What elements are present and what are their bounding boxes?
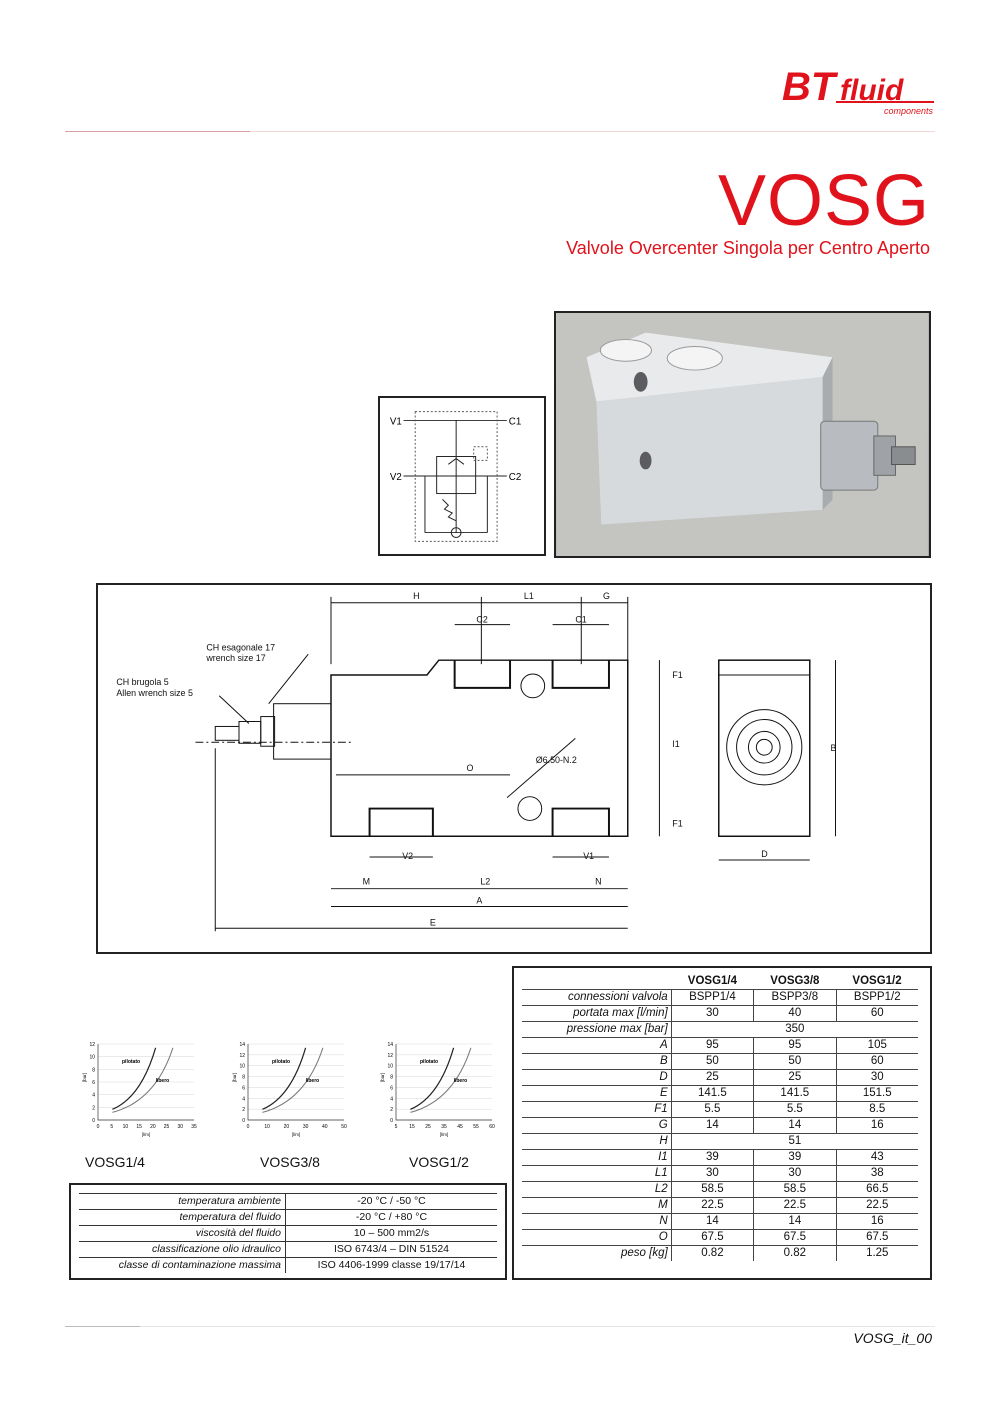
curve-xtick: 55 [473, 1124, 479, 1130]
page-title: VOSG [717, 161, 930, 241]
specs-value: 22.5 [671, 1198, 753, 1214]
curve-axes [396, 1044, 492, 1120]
condition-value: 10 – 500 mm2/s [286, 1226, 498, 1242]
curve-xtick: 35 [441, 1124, 447, 1130]
note-wrench: wrench size 17 [206, 653, 266, 664]
specs-key: N [522, 1214, 671, 1230]
curve-series-libero: libero [155, 1078, 170, 1084]
curve-xtick: 35 [191, 1124, 197, 1130]
specs-value: 43 [836, 1150, 918, 1166]
curve-xtick: 40 [322, 1124, 328, 1130]
curve-pilotato [262, 1048, 305, 1110]
curve-ytick: 4 [390, 1096, 393, 1103]
dim-m: M [362, 876, 371, 887]
specs-value: 16 [836, 1214, 918, 1230]
specs-value: 30 [671, 1006, 753, 1022]
curve-xtick: 10 [122, 1124, 129, 1130]
curve-xtick: 50 [341, 1124, 347, 1130]
specs-row [522, 1230, 918, 1246]
note-allen: Allen wrench size 5 [116, 687, 193, 698]
condition-key: classe di contaminazione massima [79, 1258, 286, 1274]
specs-value: 16 [836, 1118, 918, 1134]
curve-ylabel: [bar] [380, 1072, 385, 1082]
curve-ytick: 14 [387, 1042, 393, 1048]
curve-ytick: 2 [92, 1105, 95, 1112]
curve-xlabel: [l/m] [439, 1132, 449, 1137]
condition-row [79, 1242, 497, 1258]
dim-d: D [761, 849, 768, 860]
curve-label-1: VOSG1/4 [85, 1154, 145, 1170]
curve-ytick: 10 [89, 1054, 95, 1061]
specs-value: 22.5 [836, 1198, 918, 1214]
specs-box [512, 966, 932, 1280]
specs-value: 14 [754, 1118, 836, 1134]
specs-value: 67.5 [671, 1230, 753, 1246]
curve-xtick: 15 [409, 1124, 415, 1130]
dim-c1: C1 [575, 614, 587, 625]
dim-h: H [413, 590, 420, 601]
curve-xtick: 5 [110, 1124, 114, 1130]
curve-xtick: 25 [163, 1124, 170, 1130]
pressure-curves [80, 1040, 500, 1170]
curve-xtick: 45 [457, 1124, 463, 1130]
curve-ylabel: [bar] [82, 1072, 87, 1082]
curve-ytick: 14 [239, 1042, 245, 1048]
specs-row [522, 990, 918, 1006]
curve-label-3: VOSG1/2 [409, 1154, 469, 1170]
specs-value: 5.5 [671, 1102, 753, 1118]
specs-value: 58.5 [754, 1182, 836, 1198]
specs-key: D [522, 1070, 671, 1086]
specs-key: G [522, 1118, 671, 1134]
dim-o: O [466, 762, 474, 773]
specs-value: 60 [836, 1054, 918, 1070]
specs-key: M [522, 1198, 671, 1214]
curve-series-libero: libero [305, 1078, 320, 1084]
specs-value: 38 [836, 1166, 918, 1182]
specs-key: I1 [522, 1150, 671, 1166]
specs-value: 60 [836, 1006, 918, 1022]
port-v1: V1 [389, 416, 402, 428]
footer-rule-accent [65, 1326, 140, 1327]
curve-axes [248, 1044, 344, 1120]
curve-ytick: 0 [242, 1118, 245, 1124]
specs-value: 50 [754, 1054, 836, 1070]
dim-v1: V1 [583, 851, 595, 862]
curve-xtick: 15 [136, 1124, 142, 1130]
specs-value: 141.5 [754, 1086, 836, 1102]
dim-b: B [830, 743, 837, 754]
specs-value: 5.5 [754, 1102, 836, 1118]
condition-row [79, 1258, 497, 1274]
specs-header-blank [522, 974, 671, 990]
operating-conditions-table [79, 1193, 497, 1273]
curve-ytick: 2 [390, 1107, 393, 1114]
specs-value: 67.5 [754, 1230, 836, 1246]
specs-value: 30 [754, 1166, 836, 1182]
dim-c2: C2 [476, 614, 488, 625]
curve-pilotato [112, 1048, 155, 1110]
specs-key: portata max [l/min] [522, 1006, 671, 1022]
logo-bt: BT [782, 65, 836, 109]
condition-key: classificazione olio idraulico [79, 1242, 286, 1258]
specs-value: BSPP1/2 [836, 990, 918, 1006]
dim-f1-bottom: F1 [672, 818, 683, 829]
condition-value: -20 °C / +80 °C [286, 1210, 498, 1226]
condition-key: temperatura del fluido [79, 1210, 286, 1226]
curve-label-2: VOSG3/8 [260, 1154, 320, 1170]
note-ch-hex: CH esagonale 17 [206, 642, 276, 653]
dimension-drawing [96, 583, 932, 954]
specs-row [522, 1214, 918, 1230]
specs-value: BSPP3/8 [754, 990, 836, 1006]
condition-value: -20 °C / -50 °C [286, 1194, 498, 1210]
condition-row [79, 1194, 497, 1210]
specs-value: 39 [671, 1150, 753, 1166]
curve-ytick: 6 [92, 1080, 95, 1086]
curve-xtick: 60 [489, 1124, 495, 1130]
curve-xtick: 30 [302, 1124, 309, 1130]
specs-value: 0.82 [754, 1246, 836, 1262]
condition-row [79, 1226, 497, 1242]
curve-ytick: 8 [390, 1074, 393, 1081]
curve-pilotato [410, 1048, 453, 1110]
dim-e: E [429, 917, 436, 928]
specs-header-model: VOSG1/4 [687, 975, 737, 987]
operating-conditions-box [69, 1183, 507, 1280]
curve-xlabel: [l/m] [141, 1132, 151, 1137]
specs-header-model: VOSG1/2 [852, 975, 902, 987]
dim-f1-top: F1 [672, 669, 683, 680]
page-subtitle: Valvole Overcenter Singola per Centro Aperto [566, 238, 930, 258]
specs-table [522, 974, 918, 1261]
specs-value: 350 [671, 1022, 918, 1038]
specs-row [522, 1134, 918, 1150]
specs-value: 141.5 [671, 1086, 753, 1102]
specs-key: F1 [522, 1102, 671, 1118]
specs-row [522, 1070, 918, 1086]
curve-ylabel: [bar] [232, 1072, 237, 1082]
specs-value: 67.5 [836, 1230, 918, 1246]
specs-key: L2 [522, 1182, 671, 1198]
specs-row [522, 1022, 918, 1038]
specs-value: 25 [671, 1070, 753, 1086]
specs-value: 151.5 [836, 1086, 918, 1102]
specs-row [522, 1038, 918, 1054]
specs-header-model: VOSG3/8 [770, 975, 820, 987]
curve-series-pilotato: pilotato [122, 1059, 141, 1065]
port-c2: C2 [508, 471, 522, 483]
specs-value: 66.5 [836, 1182, 918, 1198]
specs-row [522, 1182, 918, 1198]
specs-key: connessioni valvola [522, 990, 671, 1006]
specs-key: O [522, 1230, 671, 1246]
curve-xtick: 20 [283, 1124, 290, 1130]
curve-xtick: 30 [177, 1124, 184, 1130]
specs-row [522, 1054, 918, 1070]
specs-value: 58.5 [671, 1182, 753, 1198]
specs-key: A [522, 1038, 671, 1054]
header-rule-accent [65, 131, 250, 132]
curve-ytick: 8 [242, 1074, 245, 1081]
curve-ytick: 0 [390, 1118, 393, 1124]
specs-row [522, 1150, 918, 1166]
curve-xlabel: [l/m] [291, 1132, 301, 1137]
specs-row [522, 1006, 918, 1022]
curve-series-pilotato: pilotato [272, 1059, 291, 1065]
curve-xtick: 5 [394, 1124, 398, 1130]
curve-series-pilotato: pilotato [420, 1059, 439, 1065]
specs-value: 95 [671, 1038, 753, 1054]
curve-ytick: 6 [242, 1085, 245, 1092]
specs-key: E [522, 1086, 671, 1102]
dim-n: N [595, 876, 602, 887]
curve-ytick: 10 [387, 1063, 393, 1070]
curve-chart [380, 1042, 495, 1137]
logo-components: components [884, 106, 934, 116]
curve-ytick: 4 [92, 1092, 95, 1099]
specs-value: 14 [754, 1214, 836, 1230]
dim-hole: Ø6.50-N.2 [535, 755, 577, 766]
curve-xtick: 0 [96, 1124, 100, 1130]
specs-value: 0.82 [671, 1246, 753, 1262]
curve-ytick: 2 [242, 1107, 245, 1114]
dim-l1: L1 [523, 590, 534, 601]
curve-chart [232, 1042, 347, 1137]
curve-ytick: 4 [242, 1096, 245, 1103]
condition-key: viscosità del fluido [79, 1226, 286, 1242]
port-c1: C1 [508, 416, 522, 428]
curve-ytick: 12 [89, 1042, 95, 1048]
document-code: VOSG_it_00 [853, 1330, 932, 1346]
specs-value: 50 [671, 1054, 753, 1070]
dim-l2: L2 [480, 876, 491, 887]
curve-xtick: 25 [425, 1124, 431, 1130]
curve-ytick: 0 [92, 1118, 95, 1124]
dim-v2: V2 [402, 851, 414, 862]
specs-value: 22.5 [754, 1198, 836, 1214]
specs-value: 14 [671, 1214, 753, 1230]
specs-value: 105 [836, 1038, 918, 1054]
curve-series-libero: libero [453, 1078, 468, 1084]
specs-value: 40 [754, 1006, 836, 1022]
port-v2: V2 [389, 471, 402, 483]
curve-ytick: 6 [390, 1085, 393, 1092]
specs-row [522, 1198, 918, 1214]
specs-value: 25 [754, 1070, 836, 1086]
condition-value: ISO 6743/4 – DIN 51524 [286, 1242, 498, 1258]
specs-value: 30 [836, 1070, 918, 1086]
curve-xtick: 20 [150, 1124, 156, 1130]
valve-photo [554, 311, 931, 558]
condition-value: ISO 4406-1999 classe 19/17/14 [286, 1258, 498, 1274]
dim-a: A [476, 895, 483, 906]
specs-key: L1 [522, 1166, 671, 1182]
specs-value: 8.5 [836, 1102, 918, 1118]
specs-row [522, 1118, 918, 1134]
specs-key: H [522, 1134, 671, 1150]
btfluid-logo [780, 62, 936, 120]
hydraulic-schematic [378, 396, 546, 556]
curve-ytick: 8 [92, 1067, 95, 1074]
specs-value: 51 [671, 1134, 918, 1150]
note-ch-allen: CH brugola 5 [116, 676, 169, 687]
specs-row [522, 1166, 918, 1182]
specs-row [522, 1102, 918, 1118]
specs-value: 14 [671, 1118, 753, 1134]
curve-ytick: 12 [239, 1052, 245, 1059]
specs-value: 39 [754, 1150, 836, 1166]
specs-value: 95 [754, 1038, 836, 1054]
specs-key: pressione max [bar] [522, 1022, 671, 1038]
specs-row [522, 1086, 918, 1102]
curve-ytick: 10 [239, 1063, 245, 1070]
curve-xtick: 10 [264, 1124, 270, 1130]
dim-g: G [603, 590, 610, 601]
curve-xtick: 0 [246, 1124, 250, 1130]
condition-key: temperatura ambiente [79, 1194, 286, 1210]
footer-rule [65, 1326, 935, 1327]
condition-row [79, 1210, 497, 1226]
logo-fluid: fluid [840, 74, 904, 107]
specs-value: 30 [671, 1166, 753, 1182]
specs-key: peso [kg] [522, 1246, 671, 1262]
specs-value: BSPP1/4 [671, 990, 753, 1006]
specs-row [522, 1246, 918, 1262]
dim-i1: I1 [672, 739, 680, 750]
curve-chart [82, 1042, 197, 1137]
specs-header-row [522, 974, 918, 990]
specs-key: B [522, 1054, 671, 1070]
curve-ytick: 12 [387, 1052, 393, 1059]
specs-value: 1.25 [836, 1246, 918, 1262]
